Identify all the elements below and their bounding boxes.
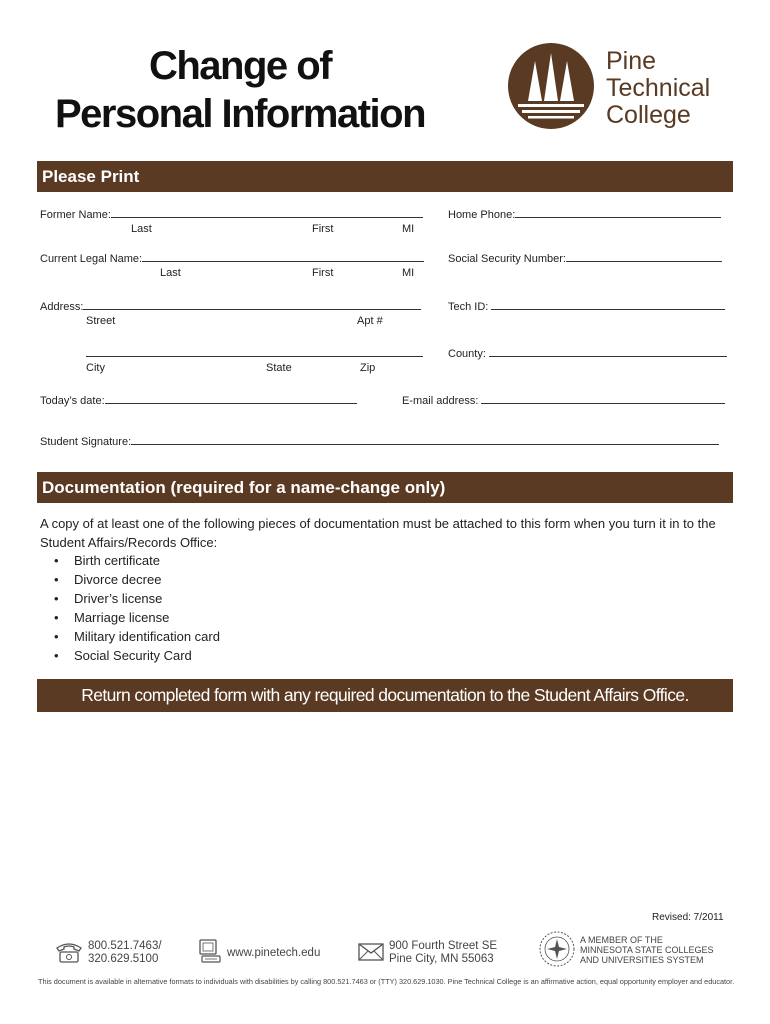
title-line-2: Personal Information	[54, 92, 426, 136]
former-name-label: Former Name:	[40, 209, 111, 221]
address-sub-street: Street	[86, 315, 116, 327]
logo-line-2: Technical	[606, 74, 711, 102]
legal-name-sub-last: Last	[160, 267, 181, 279]
revised-date: Revised: 7/2011	[652, 912, 724, 923]
phone-icon	[55, 940, 83, 964]
address-label: Address:	[40, 301, 84, 313]
former-name-sub-first: First	[312, 223, 334, 235]
former-name-line[interactable]	[111, 207, 423, 218]
city-state-zip-line[interactable]	[86, 346, 423, 357]
documentation-list	[52, 551, 220, 665]
ssn-label: Social Security Number:	[448, 253, 566, 265]
mailing-address	[389, 940, 497, 966]
section-header-please-print: Please Print	[37, 161, 733, 192]
student-signature-field[interactable]	[40, 434, 719, 448]
address-line[interactable]	[83, 299, 421, 310]
student-signature-line[interactable]	[131, 434, 719, 445]
current-legal-name-line[interactable]	[142, 251, 424, 262]
tech-id-label: Tech ID:	[448, 301, 489, 313]
list-item: • Military identification card	[52, 627, 220, 646]
city-sub-city: City	[86, 362, 105, 374]
envelope-icon	[358, 943, 384, 961]
list-item: • Marriage license	[52, 608, 220, 627]
mnscu-membership	[580, 935, 714, 965]
list-item: • Divorce decree	[52, 570, 220, 589]
current-legal-name-field[interactable]	[40, 251, 424, 265]
computer-icon	[198, 938, 222, 966]
address-sub-apt: Apt #	[357, 315, 383, 327]
website-link[interactable]: www.pinetech.edu	[227, 947, 321, 959]
member-line-2: MINNESOTA STATE COLLEGES	[580, 945, 714, 955]
phone-number-2: 320.629.5100	[88, 953, 159, 965]
county-field[interactable]	[448, 346, 727, 360]
member-line-1: A MEMBER OF THE	[580, 935, 663, 945]
address-line-2: Pine City, MN 55063	[389, 953, 494, 965]
section-header-documentation: Documentation (required for a name-change only)	[37, 472, 733, 503]
return-instructions-banner: Return completed form with any required documentation to the Student Affairs Office.	[37, 679, 733, 712]
pine-trees-logo-icon	[508, 43, 594, 129]
phone-number-1: 800.521.7463/	[88, 940, 162, 952]
ssn-field[interactable]	[448, 251, 722, 265]
title-line-1: Change of	[148, 44, 332, 88]
email-field[interactable]	[402, 393, 725, 407]
home-phone-label: Home Phone:	[448, 209, 516, 221]
address-field[interactable]	[40, 299, 421, 313]
todays-date-line[interactable]	[105, 393, 357, 404]
email-line[interactable]	[481, 393, 725, 404]
list-item: • Social Security Card	[52, 646, 220, 665]
address-line-1: 900 Fourth Street SE	[389, 940, 498, 952]
accessibility-disclaimer: This document is available in alternative formats to individuals with disabilities by calling 800.521.7463 or (TTY) 320.629.1030. Pine Technical College is an affirmative action, equal opportunity employer and educator.	[38, 977, 735, 986]
ssn-line[interactable]	[566, 251, 722, 262]
home-phone-line[interactable]	[515, 207, 721, 218]
logo-line-1: Pine	[606, 47, 657, 75]
former-name-field[interactable]	[40, 207, 423, 221]
mnscu-seal-icon	[538, 930, 576, 968]
page-title	[40, 42, 440, 138]
list-item: • Driver’s license	[52, 589, 220, 608]
current-legal-name-label: Current Legal Name:	[40, 253, 143, 265]
member-line-3: AND UNIVERSITIES SYSTEM	[580, 955, 704, 965]
logo-line-3: College	[606, 101, 691, 129]
legal-name-sub-mi: MI	[402, 267, 415, 279]
county-line[interactable]	[489, 346, 727, 357]
college-logo-text	[606, 48, 710, 129]
tech-id-field[interactable]	[448, 299, 725, 313]
former-name-sub-mi: MI	[402, 223, 415, 235]
county-label: County:	[448, 348, 486, 360]
legal-name-sub-first: First	[312, 267, 334, 279]
todays-date-label: Today’s date:	[40, 395, 105, 407]
city-sub-state: State	[266, 362, 292, 374]
city-state-zip-field[interactable]	[86, 346, 423, 360]
list-item: • Birth certificate	[52, 551, 220, 570]
home-phone-field[interactable]	[448, 207, 721, 221]
city-sub-zip: Zip	[360, 362, 376, 374]
todays-date-field[interactable]	[40, 393, 357, 407]
phone-numbers	[88, 940, 162, 966]
email-label: E-mail address:	[402, 395, 479, 407]
student-signature-label: Student Signature:	[40, 436, 132, 448]
tech-id-line[interactable]	[491, 299, 725, 310]
former-name-sub-last: Last	[131, 223, 152, 235]
documentation-intro: A copy of at least one of the following pieces of documentation must be attached to this form when you turn it in to the Student Affairs/Records Office:	[40, 516, 716, 550]
